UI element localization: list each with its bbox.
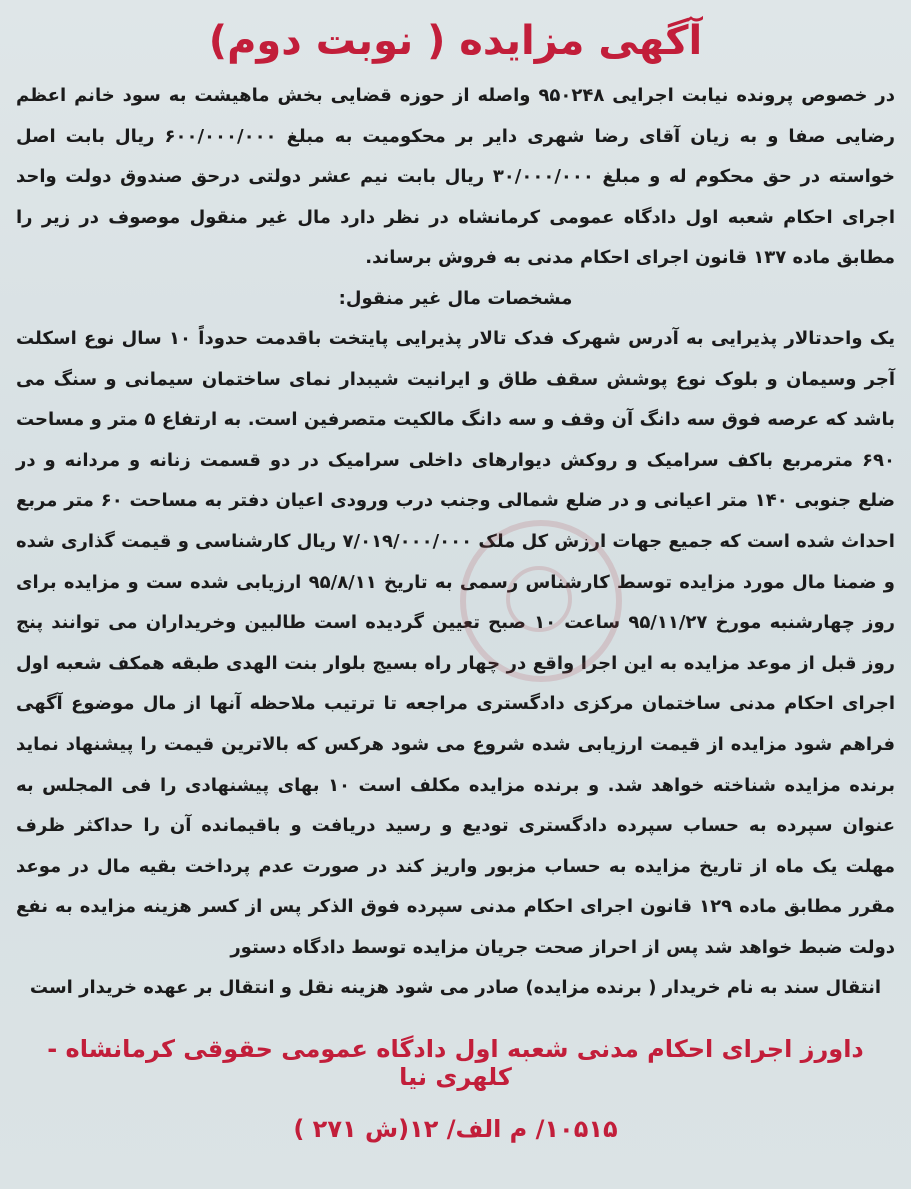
notice-body: [10, 76, 901, 279]
reference-code: ۱۰۵۱۵/ م الف/ ۱۲(ش ۲۷۱ ): [293, 1115, 618, 1144]
property-specs-heading: مشخصات مال غیر منقول:: [338, 287, 573, 309]
notice-title: آگهی مزایده ( نوبت دوم): [208, 18, 703, 64]
paragraph-intro: در خصوص پرونده نیابت اجرایی ۹۵۰۲۴۸ واصله از حوزه قضایی بخش ماهیشت به سود خانم اعظم رضایی صفا و به زیان آقای رضا شهری دایر بر محکومیت به مبلغ ۶۰۰/۰۰۰/۰۰۰ ریال بابت اصل خواسته در حق محکوم له و مبلغ ۳۰/۰۰۰/۰۰۰ ریال بابت نیم عشر دولتی درحق صندوق دولت واحد اجرای احکام شعبه اول دادگاه عمومی کرمانشاه در نظر دارد مال غیر منقول موصوف در زیر را مطابق ماده ۱۳۷ قانون اجرای احکام مدنی به فروش برساند.: [16, 85, 896, 269]
notice-body-specs: [10, 319, 901, 1009]
paragraph-specs-last-line: انتقال سند به نام خریدار ( برنده مزایده) صادر می شود هزینه نقل و انتقال بر عهده خریدار است: [29, 977, 882, 999]
signature-line: داورز اجرای احکام مدنی شعبه اول دادگاه عمومی حقوقی کرمانشاه - کلهری نیا: [47, 1035, 864, 1092]
paragraph-specs: یک واحدتالار پذیرایی به آدرس شهرک فدک تالار پذیرایی پایتخت باقدمت حدوداً ۱۰ سال نوع اسکلت آجر وسیمان و بلوک نوع پوشش سقف طاق و ایرانیت شیبدار نمای ساختمان سیمانی و سنگ می باشد که عرصه فوق سه دانگ آن وقف و سه دانگ مالکیت متصرفین است. به ارتفاع ۵ متر و مساحت ۶۹۰ مترمربع باکف سرامیک و روکش دیوارهای داخلی سرامیک در دو قسمت زنانه و مردانه و در ضلع جنوبی ۱۴۰ متر اعیانی و در ضلع شمالی وجنب درب ورودی اعیان دفتر به مساحت ۶۰ متر مربع احداث شده است که جمیع جهات ارزش کل ملک ۷/۰۱۹/۰۰۰/۰۰۰ ریال کارشناسی و قیمت گذاری شده و ضمنا مال مورد مزایده توسط کارشناس رسمی به تاریخ ۹۵/۸/۱۱ ارزیابی شده ست و مزایده برای روز چهارشنبه مورخ ۹۵/۱۱/۲۷ ساعت ۱۰ صبح تعیین گردیده است طالبین وخریداران می توانند پنج روز قبل از موعد مزایده به این اجرا واقع در چهار راه بسیج بلوار بنت الهدی طبقه همکف شعبه اول اجرای احکام مدنی ساختمان مرکزی دادگستری مراجعه تا ترتیب ملاحظه آنها از مال موضوع آگهی فراهم شود مزایده از قیمت ارزیابی شده شروع می شود هرکس که بالاترین قیمت را پیشنهاد نماید برنده مزایده شناخته خواهد شد. و برنده مزایده مکلف است ۱۰ بهای پیشنهادی را فی المجلس به عنوان سپرده به حساب سپرده دادگستری تودیع و رسید دریافت و باقیمانده آن را حداکثر ظرف مهلت یک ماه از تاریخ مزایده به حساب مزبور واریز کند در صورت عدم پرداخت بقیه مال در موعد مقرر مطابق ماده ۱۲۹ قانون اجرای احکام مدنی سپرده فوق الذکر پس از کسر هزینه مزایده به نفع دولت ضبط خواهد شد پس از احراز صحت جریان مزایده توسط دادگاه دستور: [16, 327, 896, 958]
